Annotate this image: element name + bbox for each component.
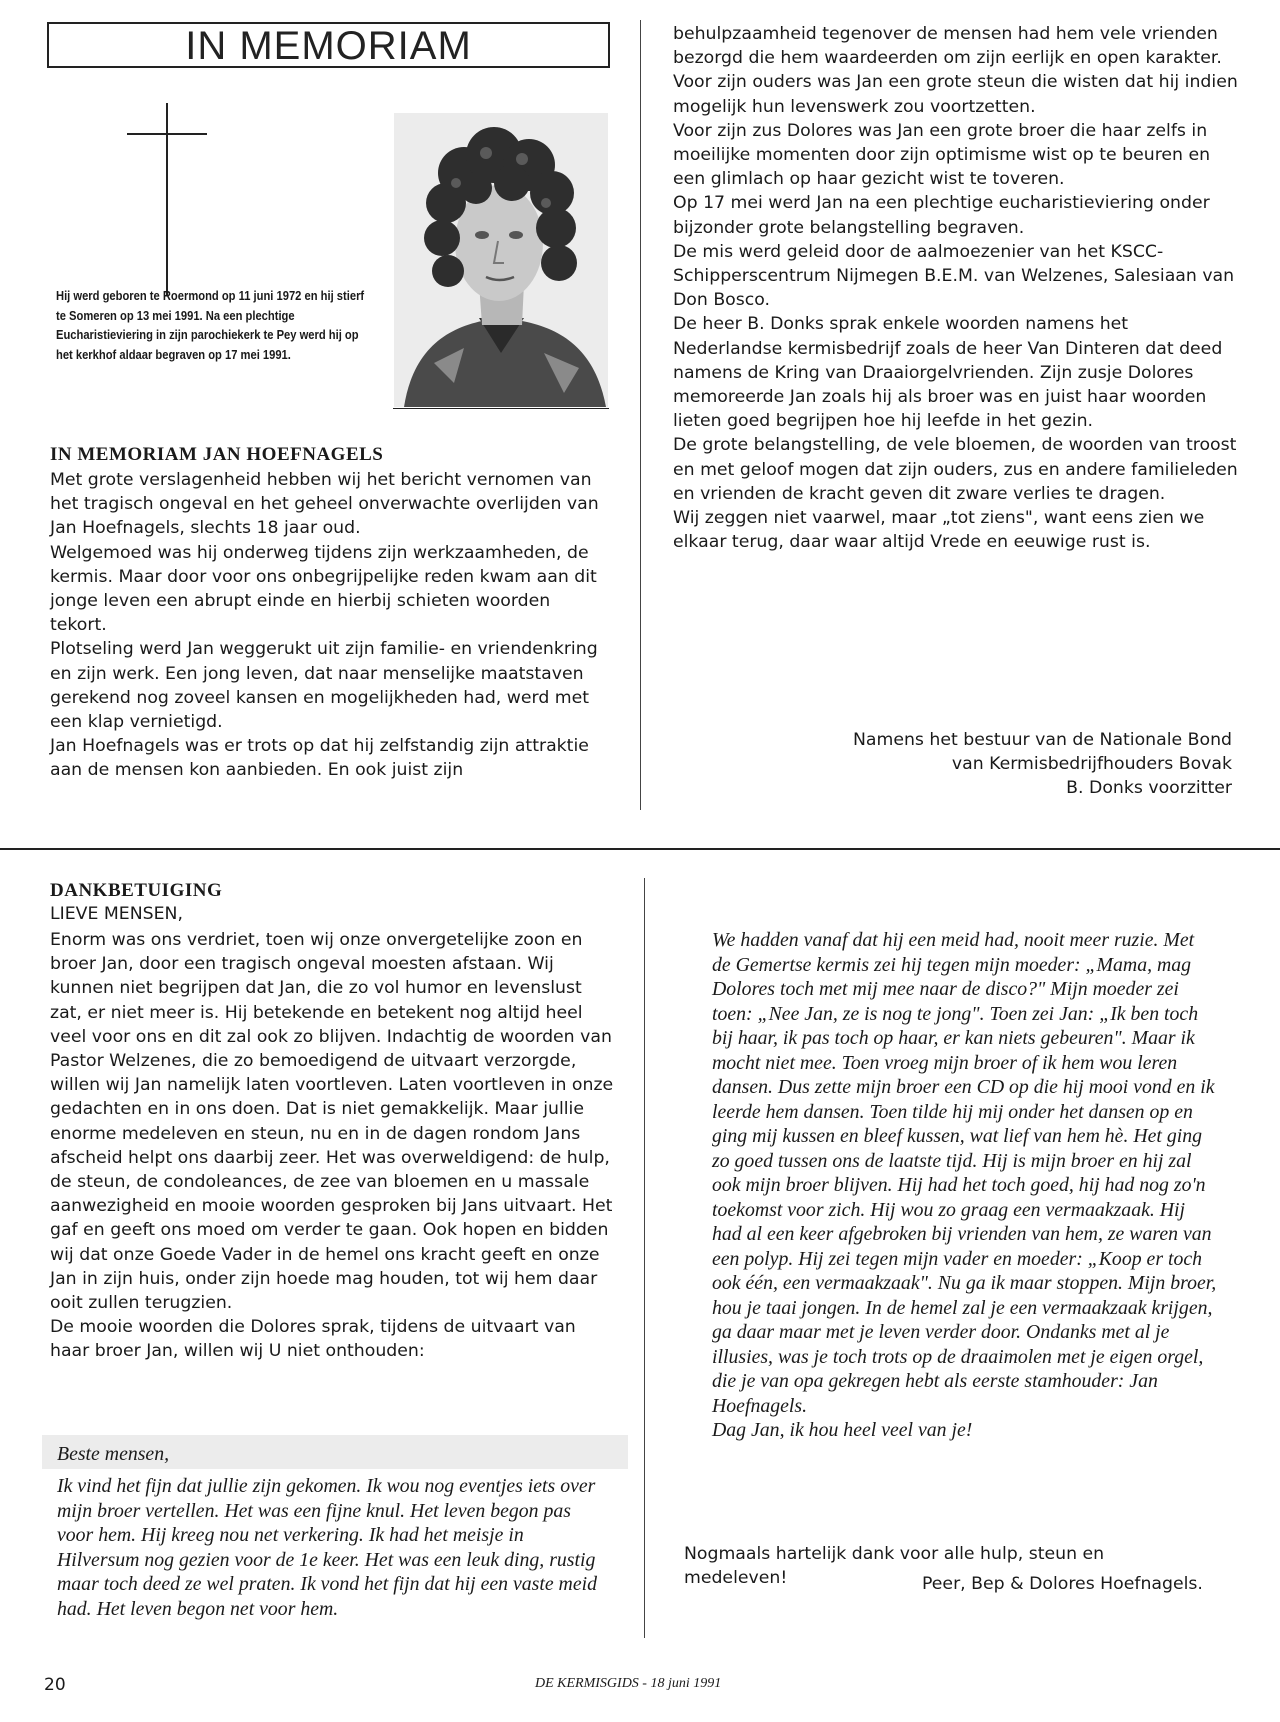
birth-death-caption: Hij werd geboren te Roermond op 11 juni 1972 en hij stierf te Someren op 13 mei 1991. Na een plechtige Eucharistieviering in zijn parochiekerk te Pey werd hij op het kerkhof aldaar begraven op 17 mei 1991. — [56, 288, 365, 362]
paragraph: behulpzaamheid tegenover de mensen had hem vele vrienden bezorgd die hem waardeerden om zijn eerlijk en open karakter. — [673, 24, 1222, 69]
paragraph: Voor zijn ouders was Jan een grote steun die wisten dat hij indien mogelijk hun levenswerk zou voortzetten. — [673, 72, 1238, 117]
photo-rule — [393, 408, 609, 409]
paragraph: Voor zijn zus Dolores was Jan een grote broer die haar zelfs in moeilijke momenten door zijn optimisme wist op te beuren en een glimlach op haar gezicht wist te toveren. — [673, 120, 1211, 190]
thanks-closing: Nogmaals hartelijk dank voor alle hulp, steun en medeleven! — [684, 1544, 1105, 1589]
thanks-salutation: LIEVE MENSEN, — [50, 904, 183, 924]
portrait-illustration — [394, 113, 608, 407]
paragraph: Plotseling werd Jan weggerukt uit zijn familie- en vriendenkring en zijn werk. Een jong leven, dat naar menselijke maatstaven gerekend nog zoveel kansen en mogelijkheden had, werd met een klap vernietigd. — [50, 639, 598, 733]
portrait-photo — [394, 113, 608, 407]
section-divider — [0, 848, 1280, 850]
paragraph: De heer B. Donks sprak enkele woorden namens het Nederlandse kermisbedrijf zoals de heer Van Dinteren dat deed namens de Kring van Draaiorgelvrienden. Zijn zusje Dolores memoreerde Jan zoals hij als broer was en juist haar woorden lieten goed begrijpen hoe hij leefde in het gezin. — [673, 314, 1223, 432]
quote-right — [712, 928, 1217, 1443]
cross-icon — [166, 103, 168, 295]
paragraph: Op 17 mei werd Jan na een plechtige eucharistieviering onder bijzonder grote belangstelling begraven. — [673, 193, 1210, 238]
page-number: 20 — [44, 1675, 66, 1695]
thanks-heading: DANKBETUIGING — [50, 880, 223, 901]
paragraph: Welgemoed was hij onderweg tijdens zijn werkzaamheden, de kermis. Maar door voor ons onbegrijpelijke reden kwam aan dit jonge leven een abrupt einde en hierbij schieten woorden tekort. — [50, 542, 597, 636]
quote-left: Ik vind het fijn dat jullie zijn gekomen. Ik wou nog eventjes iets over mijn broer vertellen. Het was een fijne knul. Het leven begon pas voor hem. Hij kreeg nou net verkering. Ik had het meisje in Hilversum nog gezien voor de 1e keer. Het was een leuk ding, rustig maar toch deed ze wel praten. Ik vond het fijn dat hij een vaste meid had. Het leven begon net voor hem. — [57, 1475, 598, 1620]
column-divider — [644, 878, 645, 1638]
paragraph: Enorm was ons verdriet, toen wij onze onvergetelijke zoon en broer Jan, door een tragisch ongeval moesten afstaan. Wij kunnen niet begrijpen dat Jan, die zo vol humor en levenslust zat, er niet meer is. Hij betekende en betekent nog altijd heel veel voor ons en dit zal ook zo blijven. Indachtig de woorden van Pastor Welzenes, die zo bemoedigend de uitvaart verzorgde, willen wij Jan namelijk laten voortleven. Laten voortleven in onze gedachten en in ons doen. Dat is niet gemakkelijk. Maar jullie enorme medeleven en steun, nu en in de dagen rondom Jans afscheid helpt ons daarbij zeer. Het was overweldigend: de hulp, de steun, de condoleances, de zee van bloemen en u massale aanwezigheid en mooie woorden gesproken bij Jans uitvaart. Het gaf en geeft ons moed om verder te gaan. Ook hopen en bidden wij dat onze Goede Vader in de hemel ons kracht geeft en onze Jan in zijn huis, onder zijn hoede mag houden, tot wij hem daar ooit zullen terugzien. — [50, 930, 614, 1314]
paragraph: De mis werd geleid door de aalmoezenier van het KSCC-Schipperscentrum Nijmegen B.E.M. van Welzenes, Salesiaan van Don Bosco. — [673, 241, 1235, 311]
memoriam-right-column — [673, 22, 1238, 554]
memoriam-signature — [700, 728, 1232, 801]
thanks-left-column — [50, 928, 615, 1364]
column-divider — [640, 20, 641, 810]
memoriam-heading: IN MEMORIAM JAN HOEFNAGELS — [50, 444, 384, 465]
quote-closing: Dag Jan, ik hou heel veel van je! — [712, 1419, 973, 1441]
thanks-signature: Peer, Bep & Dolores Hoefnagels. — [922, 1574, 1203, 1594]
signature-line: B. Donks voorzitter — [1066, 778, 1232, 799]
memoriam-left-column — [50, 468, 610, 783]
quote-text: We hadden vanaf dat hij een meid had, nooit meer ruzie. Met de Gemertse kermis zei hij tegen mijn moeder: „Mama, mag Dolores toch met mij mee naar de disco?" Mijn moeder zei toen: „Nee Jan, ze is nog te jong". Toen zei Jan: „Ik ben toch bij haar, ik pas toch op haar, er kan niets gebeuren". Maar ik mocht niet mee. Toen vroeg mijn broer of ik hem wou leren dansen. Dus zette mijn broer een CD op die hij mooi vond en ik leerde hem dansen. Toen tilde hij mij onder het dansen op en ging mij kussen en bleef kussen, wat lief van hem hè. Het ging zo goed tussen ons de laatste tijd. Hij is mijn broer en hij zal ook mijn broer blijven. Hij had het toch goed, hij had nog zo'n toekomst voor zich. Hij wou zo graag een vermaakzaak. Hij had al een keer afgebroken bij vrienden van hem, ze waren van een polyp. Hij zei tegen mijn vader en moeder: „Koop er toch ook één, een vermaakzaak". Nu ga ik maar stoppen. Mijn broer, hou je taai jongen. In de hemel zal je een vermaakzaak krijgen, ga daar maar met je leven verder door. Ondanks met al je illusies, was je toch trots op de draaimolen met je eigen orgel, die je van opa gekregen hebt als eerste stamhouder: Jan Hoefnagels. — [712, 929, 1217, 1417]
signature-line: van Kermisbedrijfhouders Bovak — [951, 754, 1232, 775]
publication-line: DE KERMISGIDS - 18 juni 1991 — [535, 1676, 722, 1691]
signature-line: Namens het bestuur van de Nationale Bond — [852, 730, 1232, 750]
page-title: IN MEMORIAM — [185, 24, 472, 68]
paragraph: Wij zeggen niet vaarwel, maar „tot ziens", want eens zien we elkaar terug, daar waar altijd Vrede en eeuwige rust is. — [673, 508, 1205, 553]
paragraph: De grote belangstelling, de vele bloemen, de woorden van troost en met geloof mogen dat zijn ouders, zus en andere familieleden en vrienden de kracht geven dit zware verlies te dragen. — [673, 435, 1238, 504]
cross-icon-bar — [127, 133, 207, 135]
quote-greeting: Beste mensen, — [57, 1443, 170, 1465]
paragraph: De mooie woorden die Dolores sprak, tijdens de uitvaart van haar broer Jan, willen wij U niet onthouden: — [50, 1317, 576, 1362]
title-box — [47, 22, 610, 68]
paragraph: Jan Hoefnagels was er trots op dat hij zelfstandig zijn attraktie aan de mensen kon aanbieden. En ook juist zijn — [50, 736, 589, 781]
paragraph: Met grote verslagenheid hebben wij het bericht vernomen van het tragisch ongeval en het geheel onverwachte overlijden van Jan Hoefnagels, slechts 18 jaar oud. — [50, 470, 599, 539]
